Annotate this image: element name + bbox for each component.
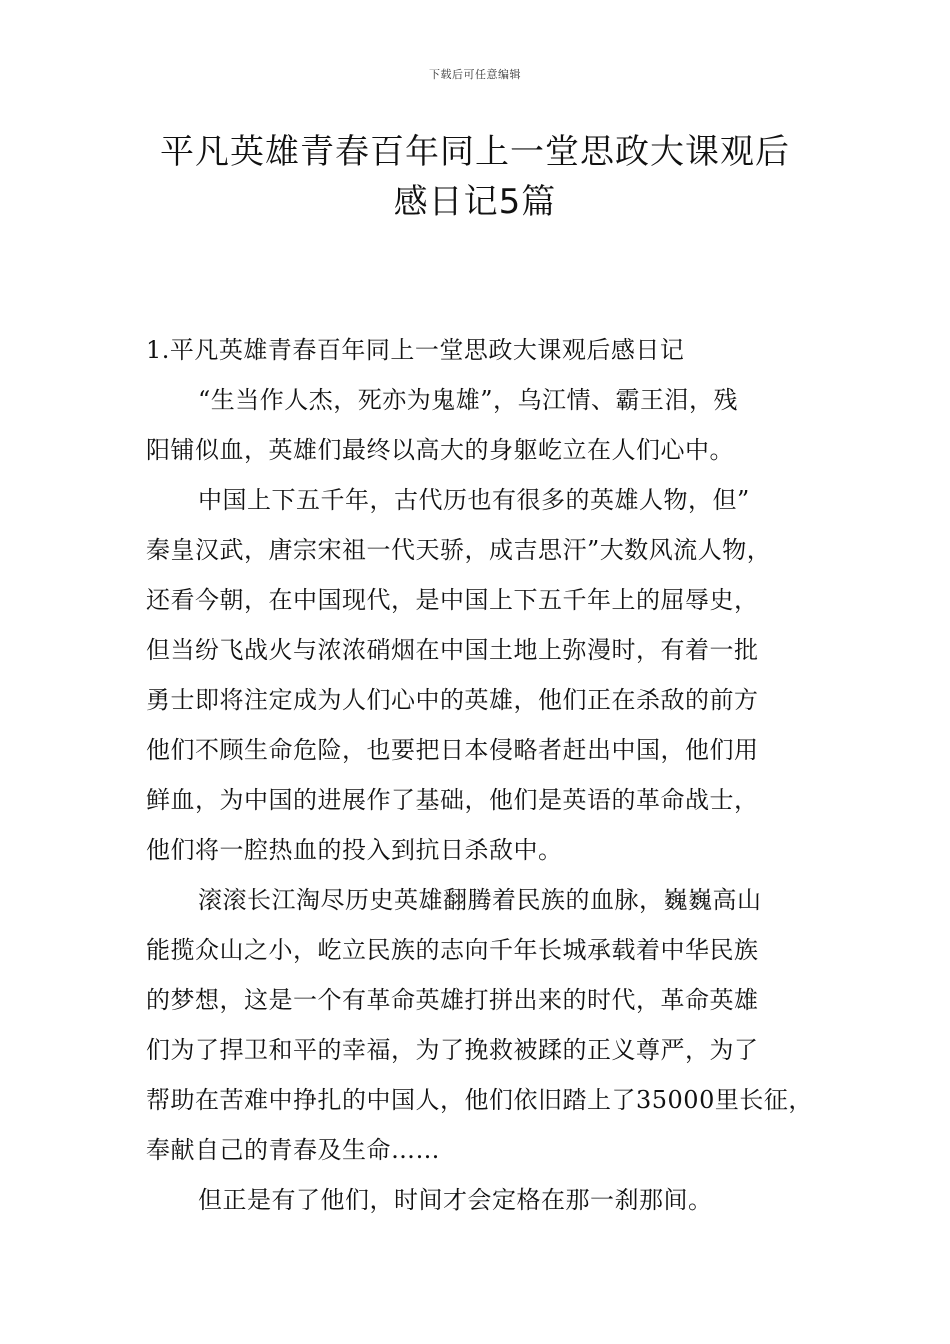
paragraph-3-line-4: 们为了捍卫和平的幸福，为了挽救被蹂的正义尊严，为了 — [146, 1036, 759, 1064]
paragraph-3-line-2: 能揽众山之小，屹立民族的志向千年长城承载着中华民族 — [146, 936, 759, 964]
paragraph-3-line-5: 帮助在苦难中挣扎的中国人，他们依旧踏上了35000里长征， — [146, 1086, 813, 1114]
document-title — [120, 127, 830, 227]
paragraph-1-line-1: “生当作人杰，死亦为鬼雄”，乌江情、霸王泪，残 — [198, 386, 739, 414]
paragraph-2-line-5: 勇士即将注定成为人们心中的英雄，他们正在杀敌的前方 — [146, 686, 759, 714]
section-heading: 1.平凡英雄青春百年同上一堂思政大课观后感日记 — [146, 336, 685, 364]
paragraph-2-line-6: 他们不顾生命危险，也要把日本侵略者赶出中国，他们用 — [146, 736, 759, 764]
document-title-line-1: 平凡英雄青春百年同上一堂思政大课观后 — [160, 132, 790, 172]
paragraph-3-line-6: 奉献自己的青春及生命…… — [146, 1136, 440, 1164]
document-title-line-2: 感日记5篇 — [393, 182, 557, 222]
document-body — [146, 325, 831, 1225]
paragraph-2-line-8: 他们将一腔热血的投入到抗日杀敌中。 — [146, 836, 563, 864]
paragraph-2-line-4: 但当纷飞战火与浓浓硝烟在中国土地上弥漫时，有着一批 — [146, 636, 759, 664]
paragraph-2-line-7: 鲜血，为中国的进展作了基础，他们是英语的革命战士， — [146, 786, 759, 814]
paragraph-2-line-3: 还看今朝，在中国现代，是中国上下五千年上的屈辱史， — [146, 586, 759, 614]
header-note: 下载后可任意编辑 — [429, 68, 521, 81]
paragraph-4-line-1: 但正是有了他们，时间才会定格在那一刹那间。 — [198, 1186, 713, 1214]
paragraph-2-line-2: 秦皇汉武，唐宗宋祖一代天骄，成吉思汗”大数风流人物， — [146, 536, 772, 564]
paragraph-3-line-3: 的梦想，这是一个有革命英雄打拼出来的时代，革命英雄 — [146, 986, 759, 1014]
paragraph-2-line-1: 中国上下五千年，古代历也有很多的英雄人物，但” — [198, 486, 750, 514]
paragraph-1-line-2: 阳铺似血，英雄们最终以高大的身躯屹立在人们心中。 — [146, 436, 734, 464]
paragraph-3-line-1: 滚滚长江淘尽历史英雄翻腾着民族的血脉，巍巍高山 — [198, 886, 762, 914]
